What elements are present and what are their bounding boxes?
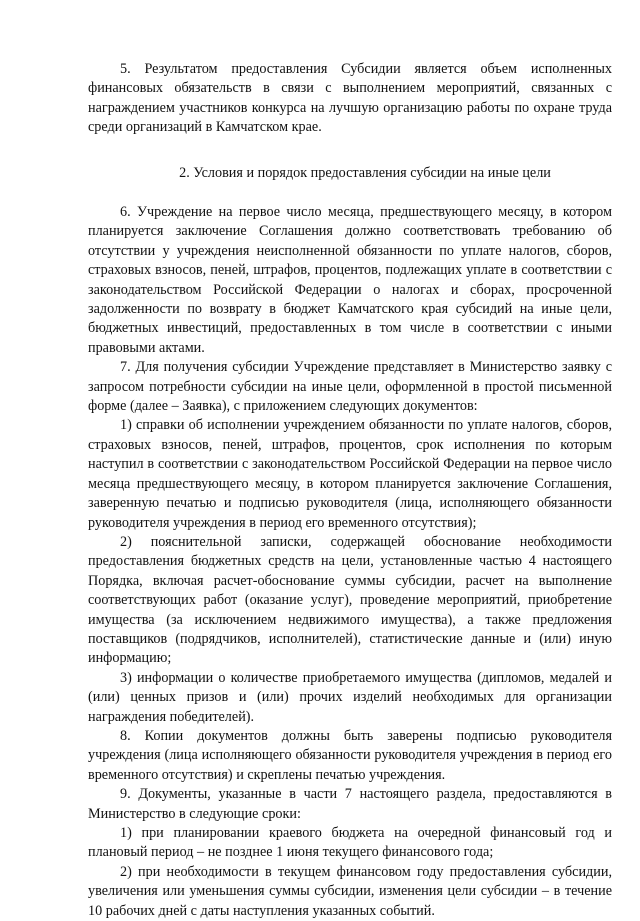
paragraph-8: 8. Копии документов должны быть заверены подписью руководителя учреждения (лица исполняющего обязанности руководителя учреждения в период его временного отсутствия) и скреплены печатью учреждения.	[88, 727, 612, 783]
section-heading-block	[88, 164, 612, 183]
paragraph-7: 7. Для получения субсидии Учреждение представляет в Министерство заявку с запросом потребности субсидии на иные цели, оформленной в простой письменной форме (далее – Заявка), с приложением следующих документов:	[88, 359, 612, 415]
section-heading: 2. Условия и порядок предоставления субсидии на иные цели	[179, 165, 551, 181]
paragraph-6: 6. Учреждение на первое число месяца, предшествующего месяцу, в котором планируется заключение Соглашения должно соответствовать требованию об отсутствии у учреждения неисполненной обязанности по уплате налогов, сборов, страховых взносов, пеней, штрафов, процентов, подлежащих уплате в соответствии с законодательством Российской Федерации о налогах и сборах, просроченной задолженности по возврату в бюджет Камчатского края субсидий на иные цели, бюджетных инвестиций, предоставленных в том числе в соответствии с иными правовыми актами.	[88, 204, 612, 356]
paragraph-7-item-2: 2) пояснительной записки, содержащей обоснование необходимости предоставления бюджетных средств на цели, установленные частью 4 настоящего Порядка, включая расчет-обоснование суммы субсидии, расчет на выполнение соответствующих работ (оказание услуг), проведение мероприятий, приобретение имущества (за исключением недвижимого имущества), а также предложения поставщиков (подрядчиков, исполнителей), статистические данные и (или) иную информацию;	[88, 533, 612, 667]
paragraph-9: 9. Документы, указанные в части 7 настоящего раздела, предоставляются в Министерство в следующие сроки:	[88, 786, 612, 822]
paragraph-7-item-1: 1) справки об исполнении учреждением обязанности по уплате налогов, сборов, страховых взносов, пеней, штрафов, процентов, срок исполнения по которым наступил в соответствии с законодательством Российской Федерации на первое число месяца предшествующего месяцу, в котором планируется заключение Соглашения, заверенную печатью и подписью руководителя (лица, исполняющего обязанности руководителя учреждения в период его временного отсутствия);	[88, 417, 612, 531]
section-body	[88, 203, 612, 921]
paragraph-7-item-3: 3) информации о количестве приобретаемого имущества (дипломов, медалей и (или) ценных призов и (или) прочих изделий необходимых для организации награждения победителей).	[88, 669, 612, 725]
intro-block	[88, 60, 612, 138]
paragraph-5: 5. Результатом предоставления Субсидии является объем исполненных финансовых обязательств в связи с выполнением мероприятий, связанных с награждением участников конкурса на лучшую организацию работы по охране труда среди организаций в Камчатском крае.	[88, 61, 612, 136]
paragraph-9-item-2: 2) при необходимости в текущем финансовом году предоставления субсидии, увеличения или уменьшения суммы субсидии, изменения цели субсидии – в течение 10 рабочих дней с даты наступления указанных событий.	[88, 863, 612, 919]
paragraph-9-item-1: 1) при планировании краевого бюджета на очередной финансовый год и плановый период – не позднее 1 июня текущего финансового года;	[88, 825, 612, 861]
